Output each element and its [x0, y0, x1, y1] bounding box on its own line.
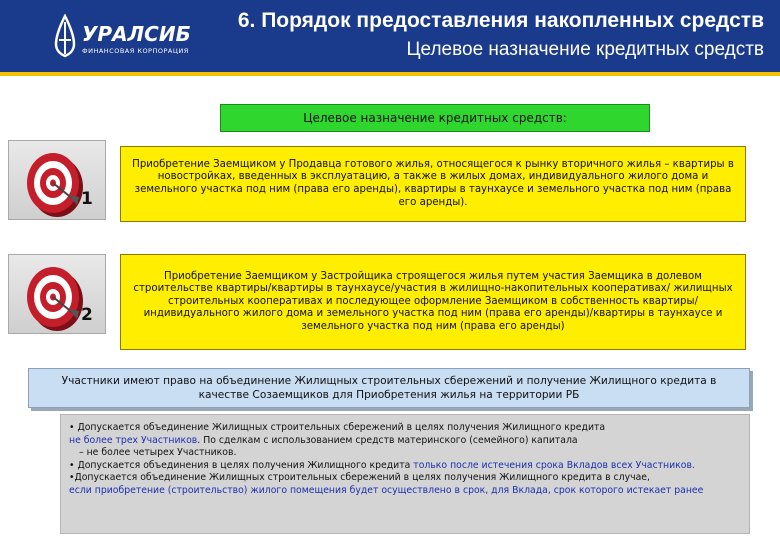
purpose-box-2: Приобретение Заемщиком у Застройщика строящегося жилья путем участия Заемщика в долевом строительстве квартиры/квартиры в таунхаусе/участия в жилищно-накопительных кооперативах/ жилищных строительных кооперативах и последующее оформление Заемщиком в собственность квартиры/индивидуального жилого дома и земельного участка под ним (права его аренды)/квартиры в таунхаусе и земельного участка под ним (права его аренды) — [120, 254, 746, 350]
page-subtitle: Целевое назначение кредитных средств — [406, 39, 764, 60]
note-1-text-end: – не более четырех Участников. — [79, 447, 237, 459]
uralsib-logo — [50, 14, 190, 62]
participants-note: Участники имеют право на объединение Жилищных строительных сбережений и получение Жилищного кредита в качестве Созаемщиков для Приобретения жилья на территории РБ — [28, 368, 750, 408]
note-3-highlight: если приобретение (строительство) жилого помещения будет осуществлено в срок, для Вклада, срок которого истекает ранее — [69, 484, 704, 496]
note-1-text: • Допускается объединение Жилищных строительных сбережений в целях получения Жилищного кредита — [69, 422, 606, 433]
page-title: 6. Порядок предоставления накопленных средств — [237, 9, 764, 32]
item-number-1: 1 — [81, 189, 93, 209]
logo-brand-subtitle: ФИНАНСОВАЯ КОРПОРАЦИЯ — [82, 47, 189, 55]
target-image-2 — [8, 254, 106, 334]
header-bar — [0, 0, 780, 76]
note-3 — [69, 472, 741, 497]
note-2 — [69, 460, 741, 473]
purpose-box-1: Приобретение Заемщиком у Продавца готового жилья, относящегося к рынку вторичного жилья – квартиры в новостройках, введенных в эксплуатацию, а также в жилых домах, индивидуального жилого дома и земельного участка под ним (права его аренды), квартиры в таунхаусе и земельного участка под ним (права его аренды). — [120, 146, 746, 222]
note-1 — [69, 422, 741, 460]
note-2-text: • Допускается объединения в целях получения Жилищного кредита — [69, 459, 411, 471]
note-1-text-cont: . По сделкам с использованием средств материнского (семейного) капитала — [197, 434, 578, 446]
logo-brand-name: УРАЛСИБ — [82, 22, 191, 46]
note-2-highlight: только после истечения срока Вкладов всех Участников. — [413, 459, 695, 471]
item-number-2: 2 — [81, 305, 93, 325]
note-3-text: •Допускается объединение Жилищных строительных сбережений в целях получения Жилищного кредита в случае, — [69, 472, 650, 484]
target-image-1 — [8, 140, 106, 220]
logo-mark-icon — [50, 14, 80, 58]
note-1-highlight: не более трех Участников — [69, 434, 198, 446]
section-label: Целевое назначение кредитных средств: — [220, 104, 650, 132]
conditions-notes — [60, 414, 750, 534]
target-icon — [9, 141, 107, 221]
